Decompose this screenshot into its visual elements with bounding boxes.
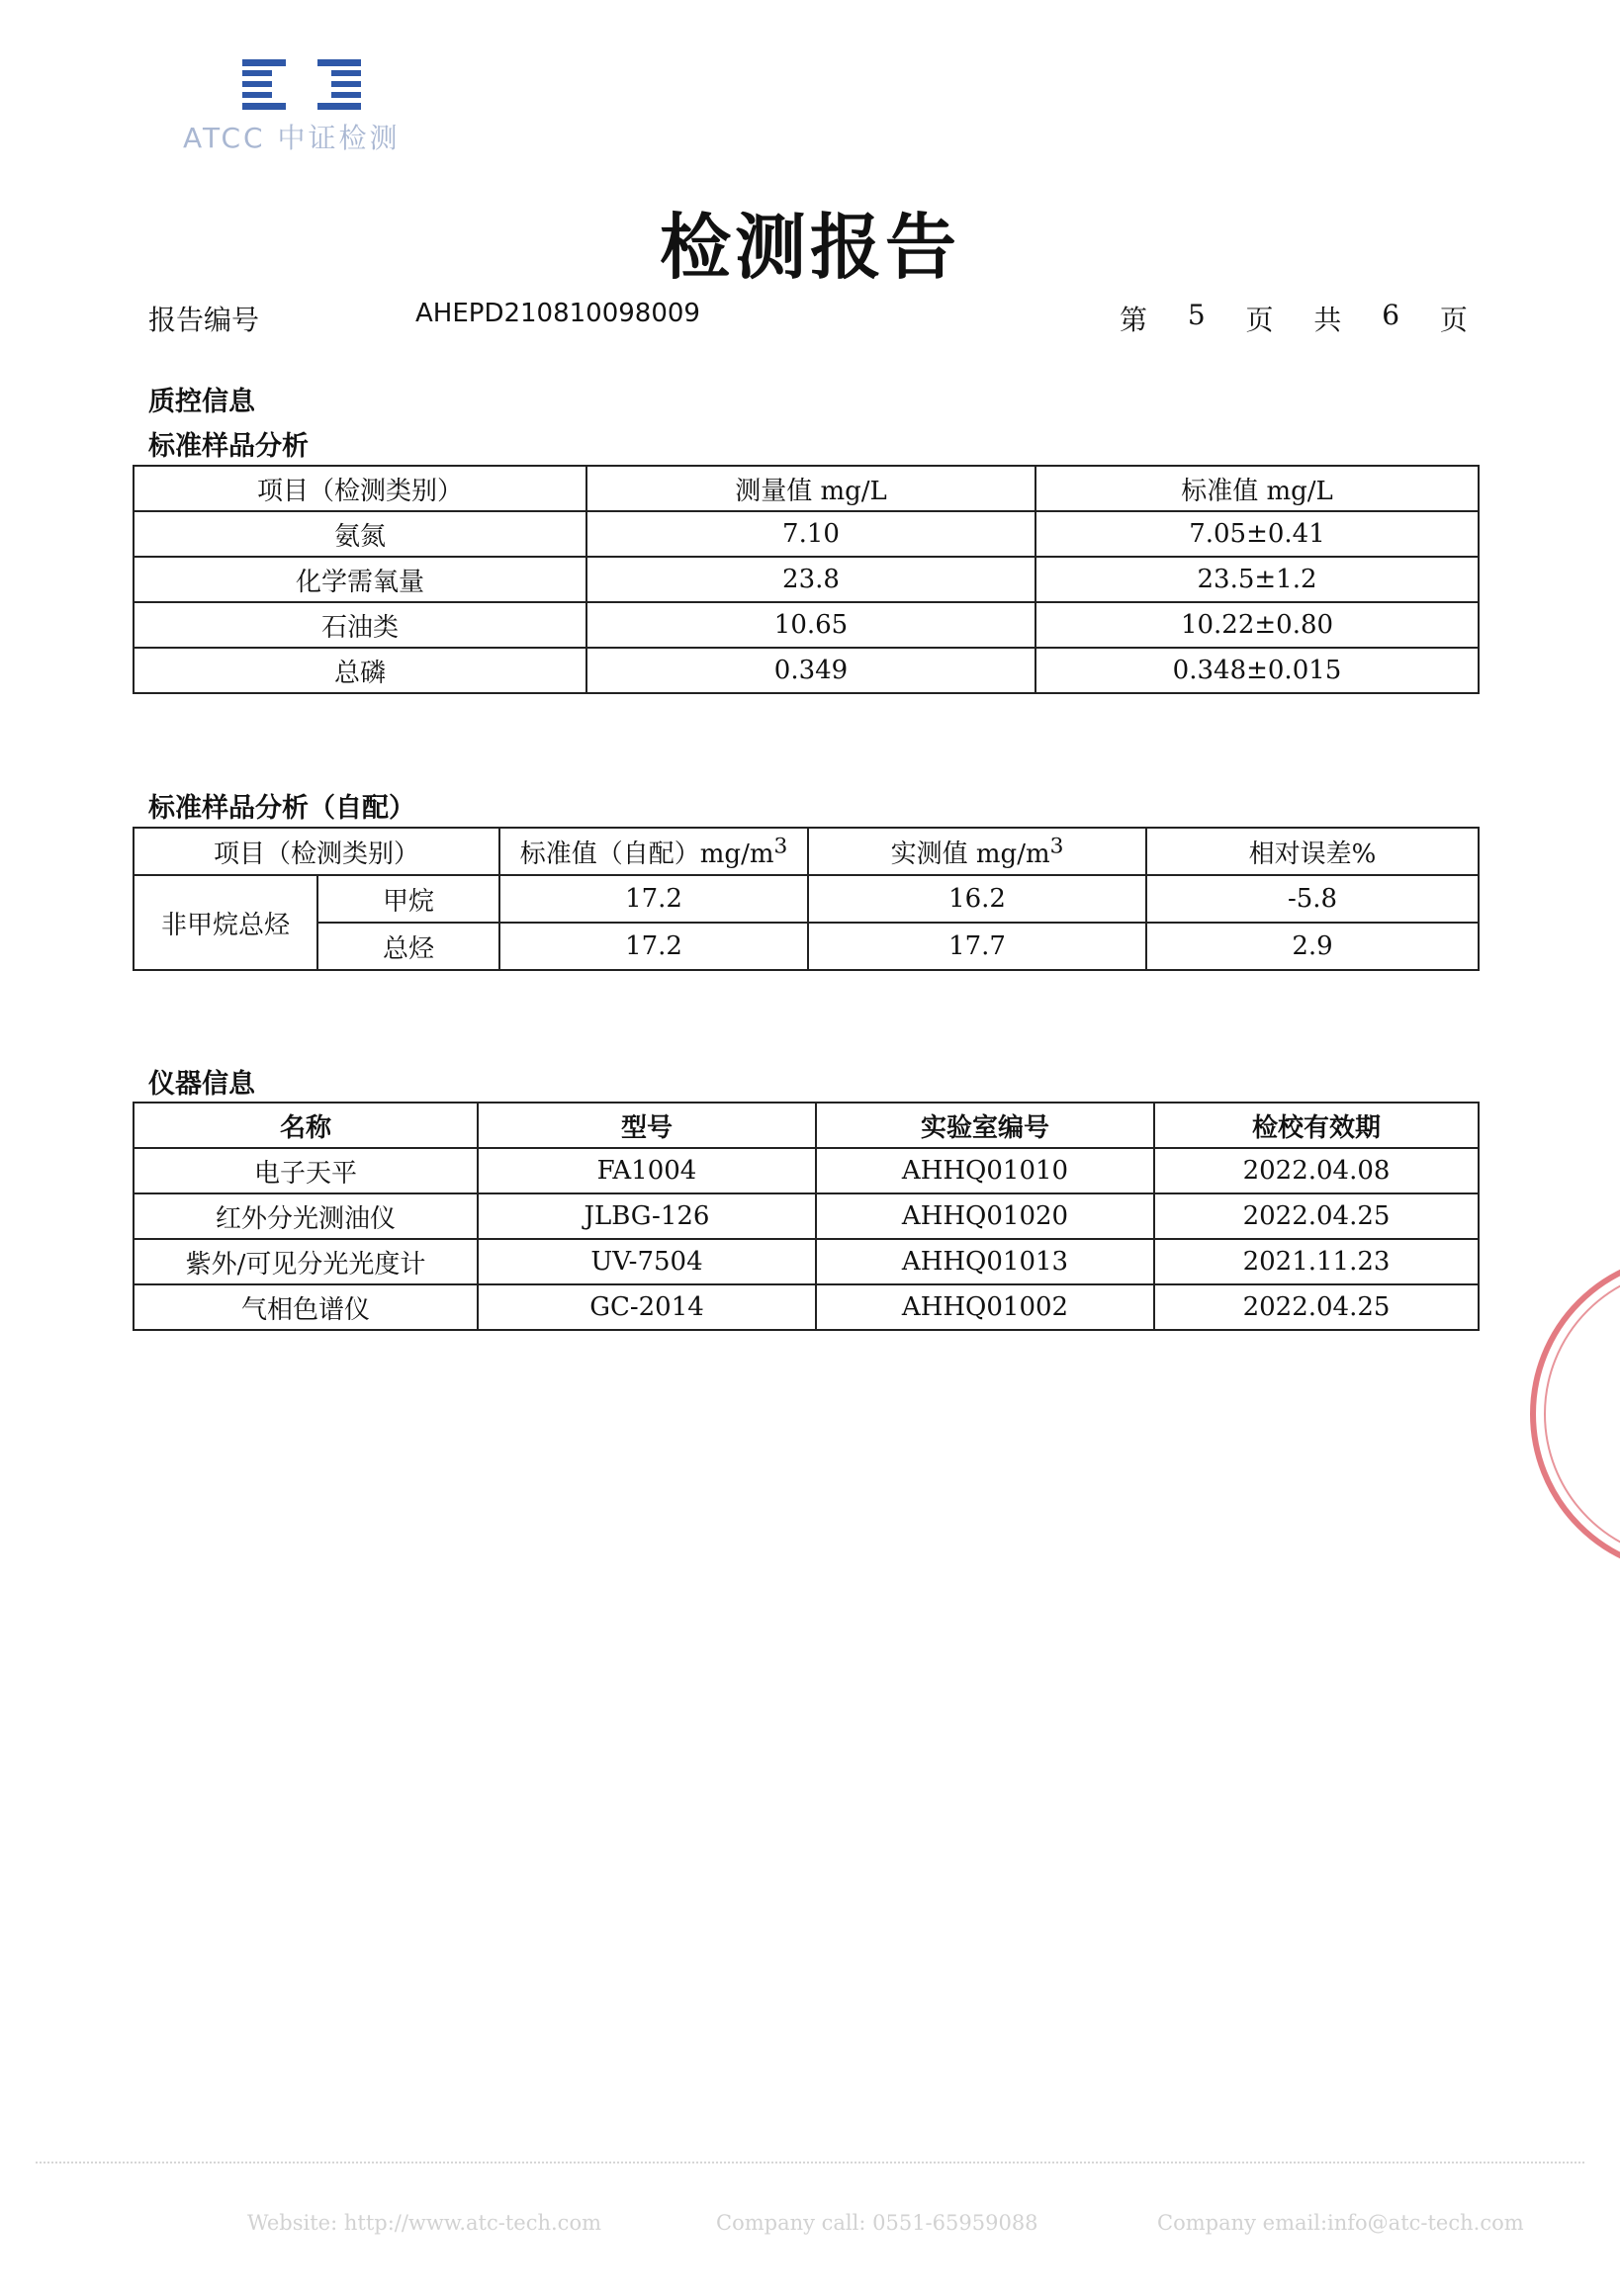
instrument-table [133,1102,1480,1331]
table-cell: 23.8 [586,557,1035,602]
table-cell: 总烃 [317,923,499,970]
table-row [134,557,1479,602]
table-cell: 17.2 [499,875,808,923]
table-group-cell: 非甲烷总烃 [134,875,317,970]
table-row [134,1239,1479,1284]
table-cell: 总磷 [134,648,586,693]
table-cell: UV-7504 [478,1239,816,1284]
table-cell: 化学需氧量 [134,557,586,602]
table-cell: AHHQ01002 [816,1284,1154,1330]
table-cell: 2022.04.08 [1154,1148,1479,1193]
table-header-cell: 检校有效期 [1154,1103,1479,1148]
table-header-row [134,466,1479,511]
unit-superscript: 3 [1049,833,1064,858]
table-cell: 17.7 [808,923,1146,970]
table-cell: JLBG-126 [478,1193,816,1239]
page-unit: 页 [1245,304,1274,336]
header-measured-text: 实测值 mg/m [890,839,1050,869]
page-label: 第 [1120,304,1148,336]
table-row [134,923,1479,970]
total-unit: 页 [1439,304,1468,336]
table-cell: FA1004 [478,1148,816,1193]
footer-phone: Company call: 0551-65959088 [716,2211,1038,2235]
table-header-row [134,828,1479,875]
page-current: 5 [1187,299,1206,331]
atcc-logo-icon [242,59,361,111]
table-cell: 气相色谱仪 [134,1284,478,1330]
table-row [134,602,1479,648]
report-number: AHEPD210810098009 [415,299,700,328]
table-cell: 0.348±0.015 [1035,648,1479,693]
report-number-label: 报告编号 [148,304,260,336]
table-cell: 2022.04.25 [1154,1193,1479,1239]
table-cell: AHHQ01020 [816,1193,1154,1239]
page-total: 6 [1382,299,1400,331]
footer-website: Website: http://www.atc-tech.com [247,2211,601,2235]
section-std-self-heading: 标准样品分析（自配） [148,793,415,824]
table-header-cell: 测量值 mg/L [586,466,1035,511]
table-header-cell: 型号 [478,1103,816,1148]
table-header-cell: 项目（检测类别） [134,828,499,875]
table-row [134,1193,1479,1239]
report-title: 检测报告 [659,205,960,289]
table-cell: 电子天平 [134,1148,478,1193]
standard-sample-table [133,465,1480,694]
table-cell: 10.65 [586,602,1035,648]
table-cell: 甲烷 [317,875,499,923]
table-cell: 7.05±0.41 [1035,511,1479,557]
table-cell: 2022.04.25 [1154,1284,1479,1330]
table-cell: 17.2 [499,923,808,970]
table-cell: AHHQ01010 [816,1148,1154,1193]
table-cell: 0.349 [586,648,1035,693]
table-header-cell: 相对误差% [1146,828,1479,875]
table-cell: 石油类 [134,602,586,648]
table-row [134,648,1479,693]
page-indicator [1120,299,1468,338]
table-cell: 10.22±0.80 [1035,602,1479,648]
table-cell: 紫外/可见分光光度计 [134,1239,478,1284]
table-header-row [134,1103,1479,1148]
table-cell: 氨氮 [134,511,586,557]
section-std-heading: 标准样品分析 [148,431,309,462]
company-logo [183,55,440,164]
table-header-cell [499,828,808,875]
table-cell: 23.5±1.2 [1035,557,1479,602]
table-cell: 2021.11.23 [1154,1239,1479,1284]
logo-text: ATCC 中证检测 [183,122,401,154]
table-cell: 红外分光测油仪 [134,1193,478,1239]
section-instrument-heading: 仪器信息 [148,1069,255,1100]
table-header-cell: 名称 [134,1103,478,1148]
table-row [134,875,1479,923]
unit-superscript: 3 [773,833,788,858]
section-qc-heading: 质控信息 [148,387,255,417]
table-row [134,1284,1479,1330]
table-header-cell: 标准值 mg/L [1035,466,1479,511]
total-label: 共 [1313,304,1342,336]
footer-email: Company email:info@atc-tech.com [1157,2211,1524,2235]
table-cell: 2.9 [1146,923,1479,970]
table-cell: 7.10 [586,511,1035,557]
header-std-text: 标准值（自配）mg/m [519,839,774,869]
table-cell: 16.2 [808,875,1146,923]
footer-divider [36,2162,1584,2164]
table-row [134,1148,1479,1193]
table-header-cell: 实验室编号 [816,1103,1154,1148]
self-prepared-standard-table [133,827,1480,971]
table-cell: GC-2014 [478,1284,816,1330]
table-cell: -5.8 [1146,875,1479,923]
table-cell: AHHQ01013 [816,1239,1154,1284]
table-header-cell [808,828,1146,875]
table-row [134,511,1479,557]
table-header-cell: 项目（检测类别） [134,466,586,511]
company-seal-icon [1523,1246,1620,1582]
